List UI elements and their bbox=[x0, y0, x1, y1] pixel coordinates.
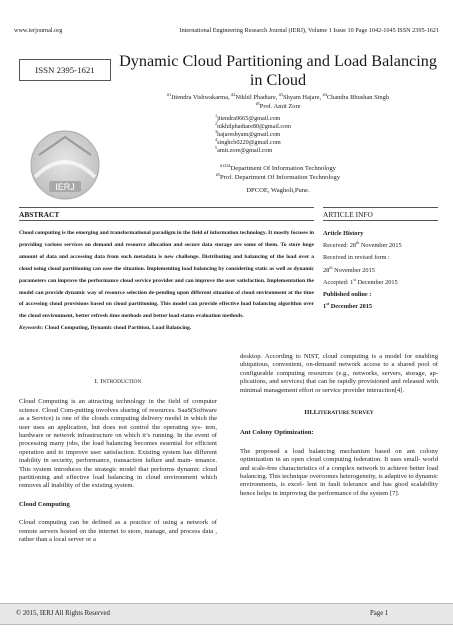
revised-label: Received in revised form : bbox=[323, 254, 390, 262]
header-site: www.ierjournal.org bbox=[14, 27, 63, 34]
abstract-body: Cloud computing is the emerging and transformational paradigm in the field of information technology. It mostly focuses in providing various services on demand and resource allocation and secure data storage are some of them. To store huge amount of data and accessing data from such metadata is new challenge. Distributing and balancing of the load over a cloud using cloud partitioning can ease the situation. Implementing load balancing by considering static as well as dynamic parameters can improve the performance cloud service provider and can improve the user satisfaction. Implementation the model can provide dynamic way of resource selection de-pending upon different situation of cloud environment at the time of accessing cloud provisions based on cloud partitioning. This model can provide effective load balancing algorithm over the cloud environment, better refresh time methods and better load status evaluation methods. Keywords: Cloud Computing, Dynamic cloud Partition, Load Balancing. bbox=[19, 230, 314, 332]
author: $^{\#3}$Shyam Hajare bbox=[278, 91, 320, 101]
aco-subheading: Ant Colony Optimization: bbox=[240, 429, 314, 437]
left-column bbox=[19, 378, 217, 545]
accepted-date: Accepted: 1st December 2015 bbox=[323, 276, 398, 286]
email-list bbox=[215, 112, 335, 155]
logo-text: IERJ bbox=[55, 182, 75, 192]
email: $^3$hajareshyam@gmail.com bbox=[215, 128, 281, 138]
paper-title: Dynamic Cloud Partitioning and Load Balancing in Cloud bbox=[119, 52, 437, 89]
author: $^{\#1}$Jitendra Vishwakarma bbox=[166, 91, 228, 101]
author-list: $^{\#1}$Jitendra Vishwakarma, $^{\#2}$Nikhil Phadtare, $^{\#3}$Shyam Hajare, $^{\#4}$Chandra Bhushan Singh $^{\#5}$Prof. Amit Zore bbox=[166, 91, 389, 110]
aco-paragraph: The proposed a load balancing mechanism based on ant colony optimization in an open cloud computing federation. It uses small- world and scale-free characteristics of a complex network to achieve better load balancing. This technique overcomes heterogeneity, is adaptive to dynamic environments, is excel- lent in fault tolerance and has good scalability hence helps in improving the performance of the system [7]. bbox=[240, 447, 438, 497]
email: $^5$amit.zore@gmail.com bbox=[215, 144, 273, 154]
history-label: Article History bbox=[323, 230, 364, 237]
department: $^{\#5}$Prof. Department Of Information Technology bbox=[215, 171, 341, 181]
running-header bbox=[14, 27, 439, 34]
published-date: 1st December 2015 bbox=[323, 301, 373, 311]
divider bbox=[323, 220, 438, 221]
received-date: Received: 28th November 2015 bbox=[323, 240, 402, 250]
published-label: Published online : bbox=[323, 291, 372, 299]
keywords: : Cloud Computing, Dynamic cloud Partition, Load Balancing. bbox=[41, 325, 192, 332]
keywords-label: Keywords bbox=[19, 325, 42, 332]
page-number: Page 1 bbox=[370, 610, 389, 617]
header-journal: International Engineering Research Journal (IERJ), Volume 1 Issue 10 Page 1042-1045 ISSN 2395-1621 bbox=[179, 27, 439, 34]
divider bbox=[19, 220, 314, 221]
divider bbox=[323, 207, 438, 208]
intro-heading: I. INTRODUCTION bbox=[94, 378, 142, 385]
email: $^4$singhcb0220@gmail.com bbox=[215, 136, 281, 146]
author: $^{\#4}$Chandra Bhushan Singh bbox=[322, 91, 389, 101]
article-info bbox=[323, 228, 438, 313]
right-column bbox=[240, 353, 438, 498]
department: $^{\#1234}$Department Of Information Technology bbox=[220, 162, 336, 172]
literature-survey-heading: III.LITERATURE SURVEY bbox=[304, 409, 374, 417]
cloud-computing-paragraph: Cloud computing can be defined as a practice of using a network of remote servers hosted on the internet to store, manage, and process data , rather than a local server or a bbox=[19, 519, 217, 544]
email: $^1$jitendra9665@gmail.com bbox=[215, 112, 281, 122]
guide: $^{\#5}$Prof. Amit Zore bbox=[255, 100, 301, 110]
issn-box: ISSN 2395-1621 bbox=[19, 59, 111, 81]
divider bbox=[19, 207, 314, 208]
footer bbox=[0, 603, 453, 625]
nist-paragraph: desktop. According to NIST, cloud computing is a model for enabling ubiquitous, convenient, on-demand network access to a shared pool of configurable computing resources (e.g., networks, servers, storage, ap-plications, and services) that can be rapidly provisioned and released with minimal management effort or service provider interaction[4]. bbox=[240, 353, 438, 394]
cloud-computing-subheading: Cloud Computing bbox=[19, 500, 70, 508]
author: $^{\#2}$Nikhil Phadtare bbox=[231, 91, 276, 101]
email: $^2$nikhilphadtare80@gmail.com bbox=[215, 120, 292, 130]
revised-date: 28th November 2015 bbox=[323, 264, 375, 274]
copyright: © 2015, IERJ All Rights Reserved bbox=[16, 610, 110, 617]
department-list bbox=[118, 164, 438, 182]
ierj-logo bbox=[19, 125, 112, 205]
college: DPCOE, Wagholi,Pune. bbox=[246, 187, 310, 194]
article-info-heading: ARTICLE INFO bbox=[323, 210, 373, 219]
abstract-heading: ABSTRACT bbox=[19, 210, 60, 219]
intro-paragraph: Cloud Computing is an attracting technology in the field of computer science. Cloud Com-putting involves sharing of resources. SaaS(Software as a Service) is one of the clouds computing delivery model in which the user uses an application, but does not control the operating sys- tem, hardware or network infrastructure on which it’s running. In the event of processing many jobs, the load balancing becomes essential for efficient operation and to improve user satisfaction. Existing system has different inability in security, performance, transaction failure and main- tenance. This system introduces the strategic model that performs dynamic cloud partitioning and effective load balancing in cloud environment which removes all inability of the existing system. bbox=[19, 398, 217, 490]
